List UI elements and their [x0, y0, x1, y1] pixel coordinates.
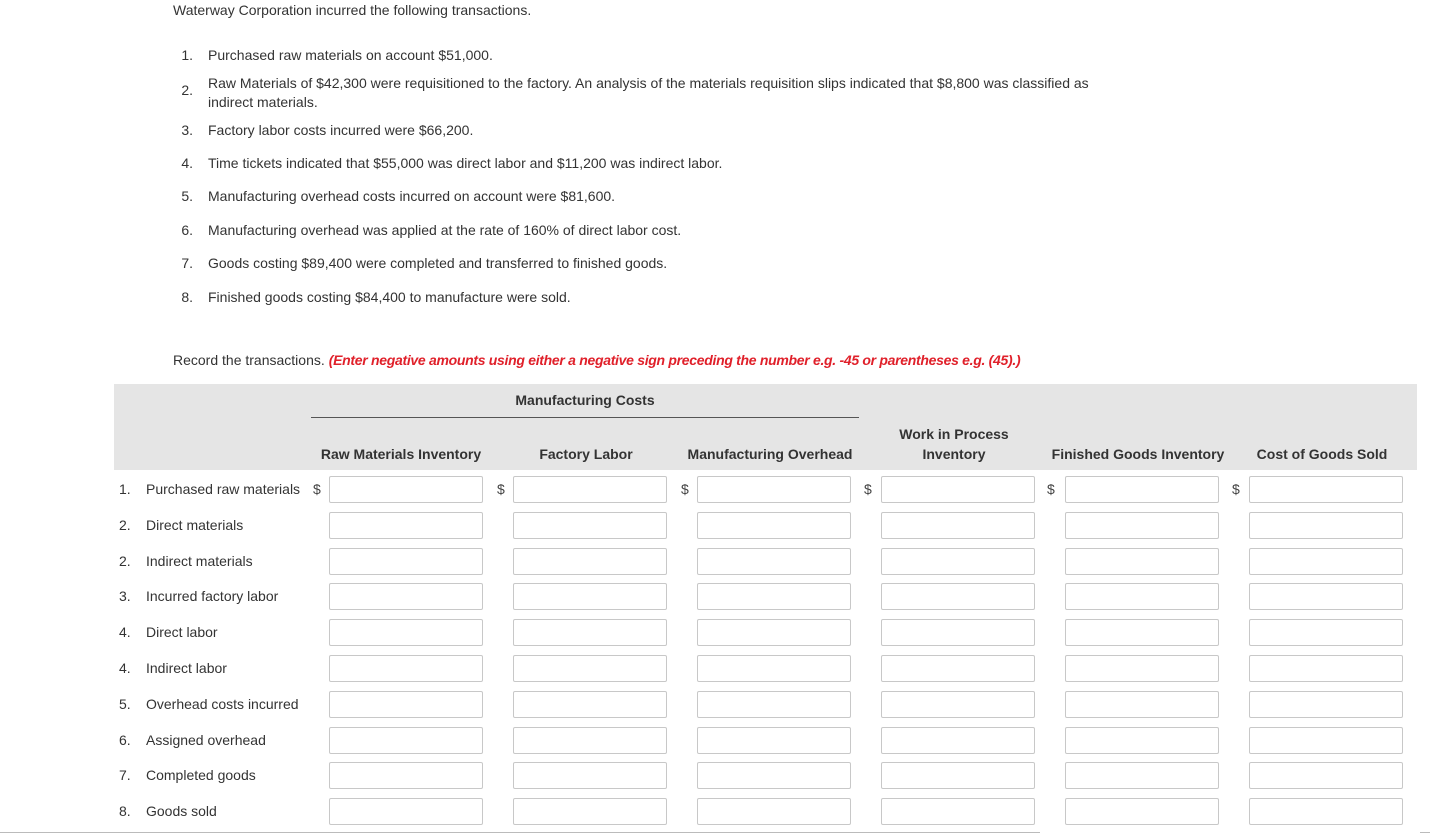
row-number: 7. [119, 767, 131, 783]
amount-input-cost-of-goods-sold[interactable] [1249, 691, 1403, 718]
row-text: Direct materials [146, 517, 244, 533]
amount-input-cost-of-goods-sold[interactable] [1249, 798, 1403, 825]
amount-input-factory-labor[interactable] [513, 548, 667, 575]
amount-input-cost-of-goods-sold[interactable] [1249, 476, 1403, 503]
amount-input-cost-of-goods-sold[interactable] [1249, 548, 1403, 575]
amount-input-work-in-process[interactable] [881, 619, 1035, 646]
transaction-text: Manufacturing overhead was applied at the rate of 160% of direct labor cost. [208, 222, 682, 238]
amount-input-finished-goods[interactable] [1065, 691, 1219, 718]
amount-input-manufacturing-overhead[interactable] [697, 762, 851, 789]
instruction [173, 352, 1020, 368]
transaction-number: 3. [181, 122, 193, 138]
currency-symbol: $ [1047, 481, 1055, 497]
amount-input-raw-materials[interactable] [329, 583, 483, 610]
amount-input-factory-labor[interactable] [513, 619, 667, 646]
amount-input-work-in-process[interactable] [881, 655, 1035, 682]
amount-input-finished-goods[interactable] [1065, 512, 1219, 539]
row-label [119, 517, 243, 533]
row-label [119, 481, 300, 497]
amount-input-work-in-process[interactable] [881, 548, 1035, 575]
problem-intro: Waterway Corporation incurred the following transactions. [173, 2, 532, 18]
row-label [119, 588, 278, 604]
amount-input-manufacturing-overhead[interactable] [697, 798, 851, 825]
transaction-number: 8. [181, 289, 193, 305]
amount-input-finished-goods[interactable] [1065, 476, 1219, 503]
row-text: Overhead costs incurred [146, 696, 299, 712]
row-number: 8. [119, 803, 131, 819]
transaction-number: 5. [181, 188, 193, 204]
row-number: 6. [119, 732, 131, 748]
row-number: 2. [119, 553, 131, 569]
amount-input-factory-labor[interactable] [513, 583, 667, 610]
amount-input-cost-of-goods-sold[interactable] [1249, 583, 1403, 610]
row-number: 5. [119, 696, 131, 712]
row-label [119, 553, 253, 569]
amount-input-finished-goods[interactable] [1065, 548, 1219, 575]
column-header-work-in-process: Work in Process Inventory [899, 426, 1009, 462]
amount-input-work-in-process[interactable] [881, 512, 1035, 539]
transaction-text: Finished goods costing $84,400 to manufacture were sold. [208, 289, 571, 305]
amount-input-work-in-process[interactable] [881, 583, 1035, 610]
currency-symbol: $ [681, 481, 689, 497]
transaction-number: 2. [181, 82, 193, 98]
group-header-underline [311, 417, 859, 418]
amount-input-factory-labor[interactable] [513, 798, 667, 825]
amount-input-raw-materials[interactable] [329, 691, 483, 718]
amount-input-finished-goods[interactable] [1065, 619, 1219, 646]
amount-input-finished-goods[interactable] [1065, 762, 1219, 789]
row-text: Completed goods [146, 767, 256, 783]
transaction-number: 6. [181, 222, 193, 238]
amount-input-cost-of-goods-sold[interactable] [1249, 619, 1403, 646]
divider [1420, 832, 1430, 833]
transaction-text: Purchased raw materials on account $51,000. [208, 47, 493, 63]
amount-input-raw-materials[interactable] [329, 619, 483, 646]
amount-input-manufacturing-overhead[interactable] [697, 691, 851, 718]
amount-input-work-in-process[interactable] [881, 691, 1035, 718]
divider [0, 832, 1040, 833]
transaction-number: 4. [181, 155, 193, 171]
amount-input-work-in-process[interactable] [881, 476, 1035, 503]
column-header-factory-labor: Factory Labor [539, 446, 633, 462]
currency-symbol: $ [864, 481, 872, 497]
transaction-text: Time tickets indicated that $55,000 was direct labor and $11,200 was indirect labor. [208, 155, 723, 171]
row-label [119, 624, 218, 640]
row-number: 4. [119, 660, 131, 676]
instruction-note: (Enter negative amounts using either a negative sign preceding the number e.g. -45 or parentheses e.g. (45).) [328, 352, 1021, 368]
row-text: Purchased raw materials [146, 481, 301, 497]
amount-input-manufacturing-overhead[interactable] [697, 583, 851, 610]
amount-input-manufacturing-overhead[interactable] [697, 548, 851, 575]
row-text: Direct labor [146, 624, 218, 640]
amount-input-manufacturing-overhead[interactable] [697, 512, 851, 539]
amount-input-work-in-process[interactable] [881, 762, 1035, 789]
amount-input-cost-of-goods-sold[interactable] [1249, 512, 1403, 539]
row-text: Incurred factory labor [146, 588, 279, 604]
amount-input-cost-of-goods-sold[interactable] [1249, 762, 1403, 789]
currency-symbol: $ [1232, 481, 1240, 497]
transaction-text: Factory labor costs incurred were $66,200. [208, 122, 474, 138]
transaction-number: 1. [181, 47, 193, 63]
row-label [119, 803, 217, 819]
group-header-manufacturing-costs: Manufacturing Costs [515, 392, 655, 408]
column-header-finished-goods: Finished Goods Inventory [1051, 446, 1225, 462]
instruction-text: Record the transactions. [173, 352, 325, 368]
row-text: Goods sold [146, 803, 217, 819]
column-header-cost-of-goods-sold: Cost of Goods Sold [1256, 446, 1388, 462]
column-header-raw-materials: Raw Materials Inventory [320, 446, 482, 462]
amount-input-raw-materials[interactable] [329, 727, 483, 754]
amount-input-factory-labor[interactable] [513, 655, 667, 682]
row-text: Indirect materials [146, 553, 253, 569]
amount-input-cost-of-goods-sold[interactable] [1249, 655, 1403, 682]
currency-symbol: $ [497, 481, 505, 497]
currency-symbol: $ [313, 481, 321, 497]
amount-input-manufacturing-overhead[interactable] [697, 619, 851, 646]
amount-input-manufacturing-overhead[interactable] [697, 476, 851, 503]
amount-input-factory-labor[interactable] [513, 762, 667, 789]
column-header-manufacturing-overhead: Manufacturing Overhead [687, 446, 853, 462]
row-text: Assigned overhead [146, 732, 266, 748]
transaction-number: 7. [181, 255, 193, 271]
amount-input-finished-goods[interactable] [1065, 583, 1219, 610]
amount-input-cost-of-goods-sold[interactable] [1249, 727, 1403, 754]
row-label [119, 767, 256, 783]
transaction-text: Raw Materials of $42,300 were requisitioned to the factory. An analysis of the materials requisition slips indicated that $8,800 was classified as indirect materials. [208, 75, 1089, 110]
row-number: 3. [119, 588, 131, 604]
row-number: 1. [119, 481, 131, 497]
amount-input-factory-labor[interactable] [513, 512, 667, 539]
amount-input-raw-materials[interactable] [329, 655, 483, 682]
row-label [119, 696, 299, 712]
amount-input-factory-labor[interactable] [513, 476, 667, 503]
amount-input-manufacturing-overhead[interactable] [697, 655, 851, 682]
amount-input-raw-materials[interactable] [329, 548, 483, 575]
row-number: 4. [119, 624, 131, 640]
amount-input-factory-labor[interactable] [513, 691, 667, 718]
row-label [119, 732, 266, 748]
amount-input-raw-materials[interactable] [329, 512, 483, 539]
amount-input-manufacturing-overhead[interactable] [697, 727, 851, 754]
transaction-text: Goods costing $89,400 were completed and transferred to finished goods. [208, 255, 668, 271]
amount-input-work-in-process[interactable] [881, 727, 1035, 754]
row-text: Indirect labor [146, 660, 227, 676]
amount-input-raw-materials[interactable] [329, 476, 483, 503]
transaction-text: Manufacturing overhead costs incurred on account were $81,600. [208, 188, 616, 204]
amount-input-finished-goods[interactable] [1065, 727, 1219, 754]
amount-input-work-in-process[interactable] [881, 798, 1035, 825]
amount-input-factory-labor[interactable] [513, 727, 667, 754]
row-number: 2. [119, 517, 131, 533]
row-label [119, 660, 227, 676]
amount-input-raw-materials[interactable] [329, 762, 483, 789]
amount-input-finished-goods[interactable] [1065, 655, 1219, 682]
amount-input-finished-goods[interactable] [1065, 798, 1219, 825]
amount-input-raw-materials[interactable] [329, 798, 483, 825]
